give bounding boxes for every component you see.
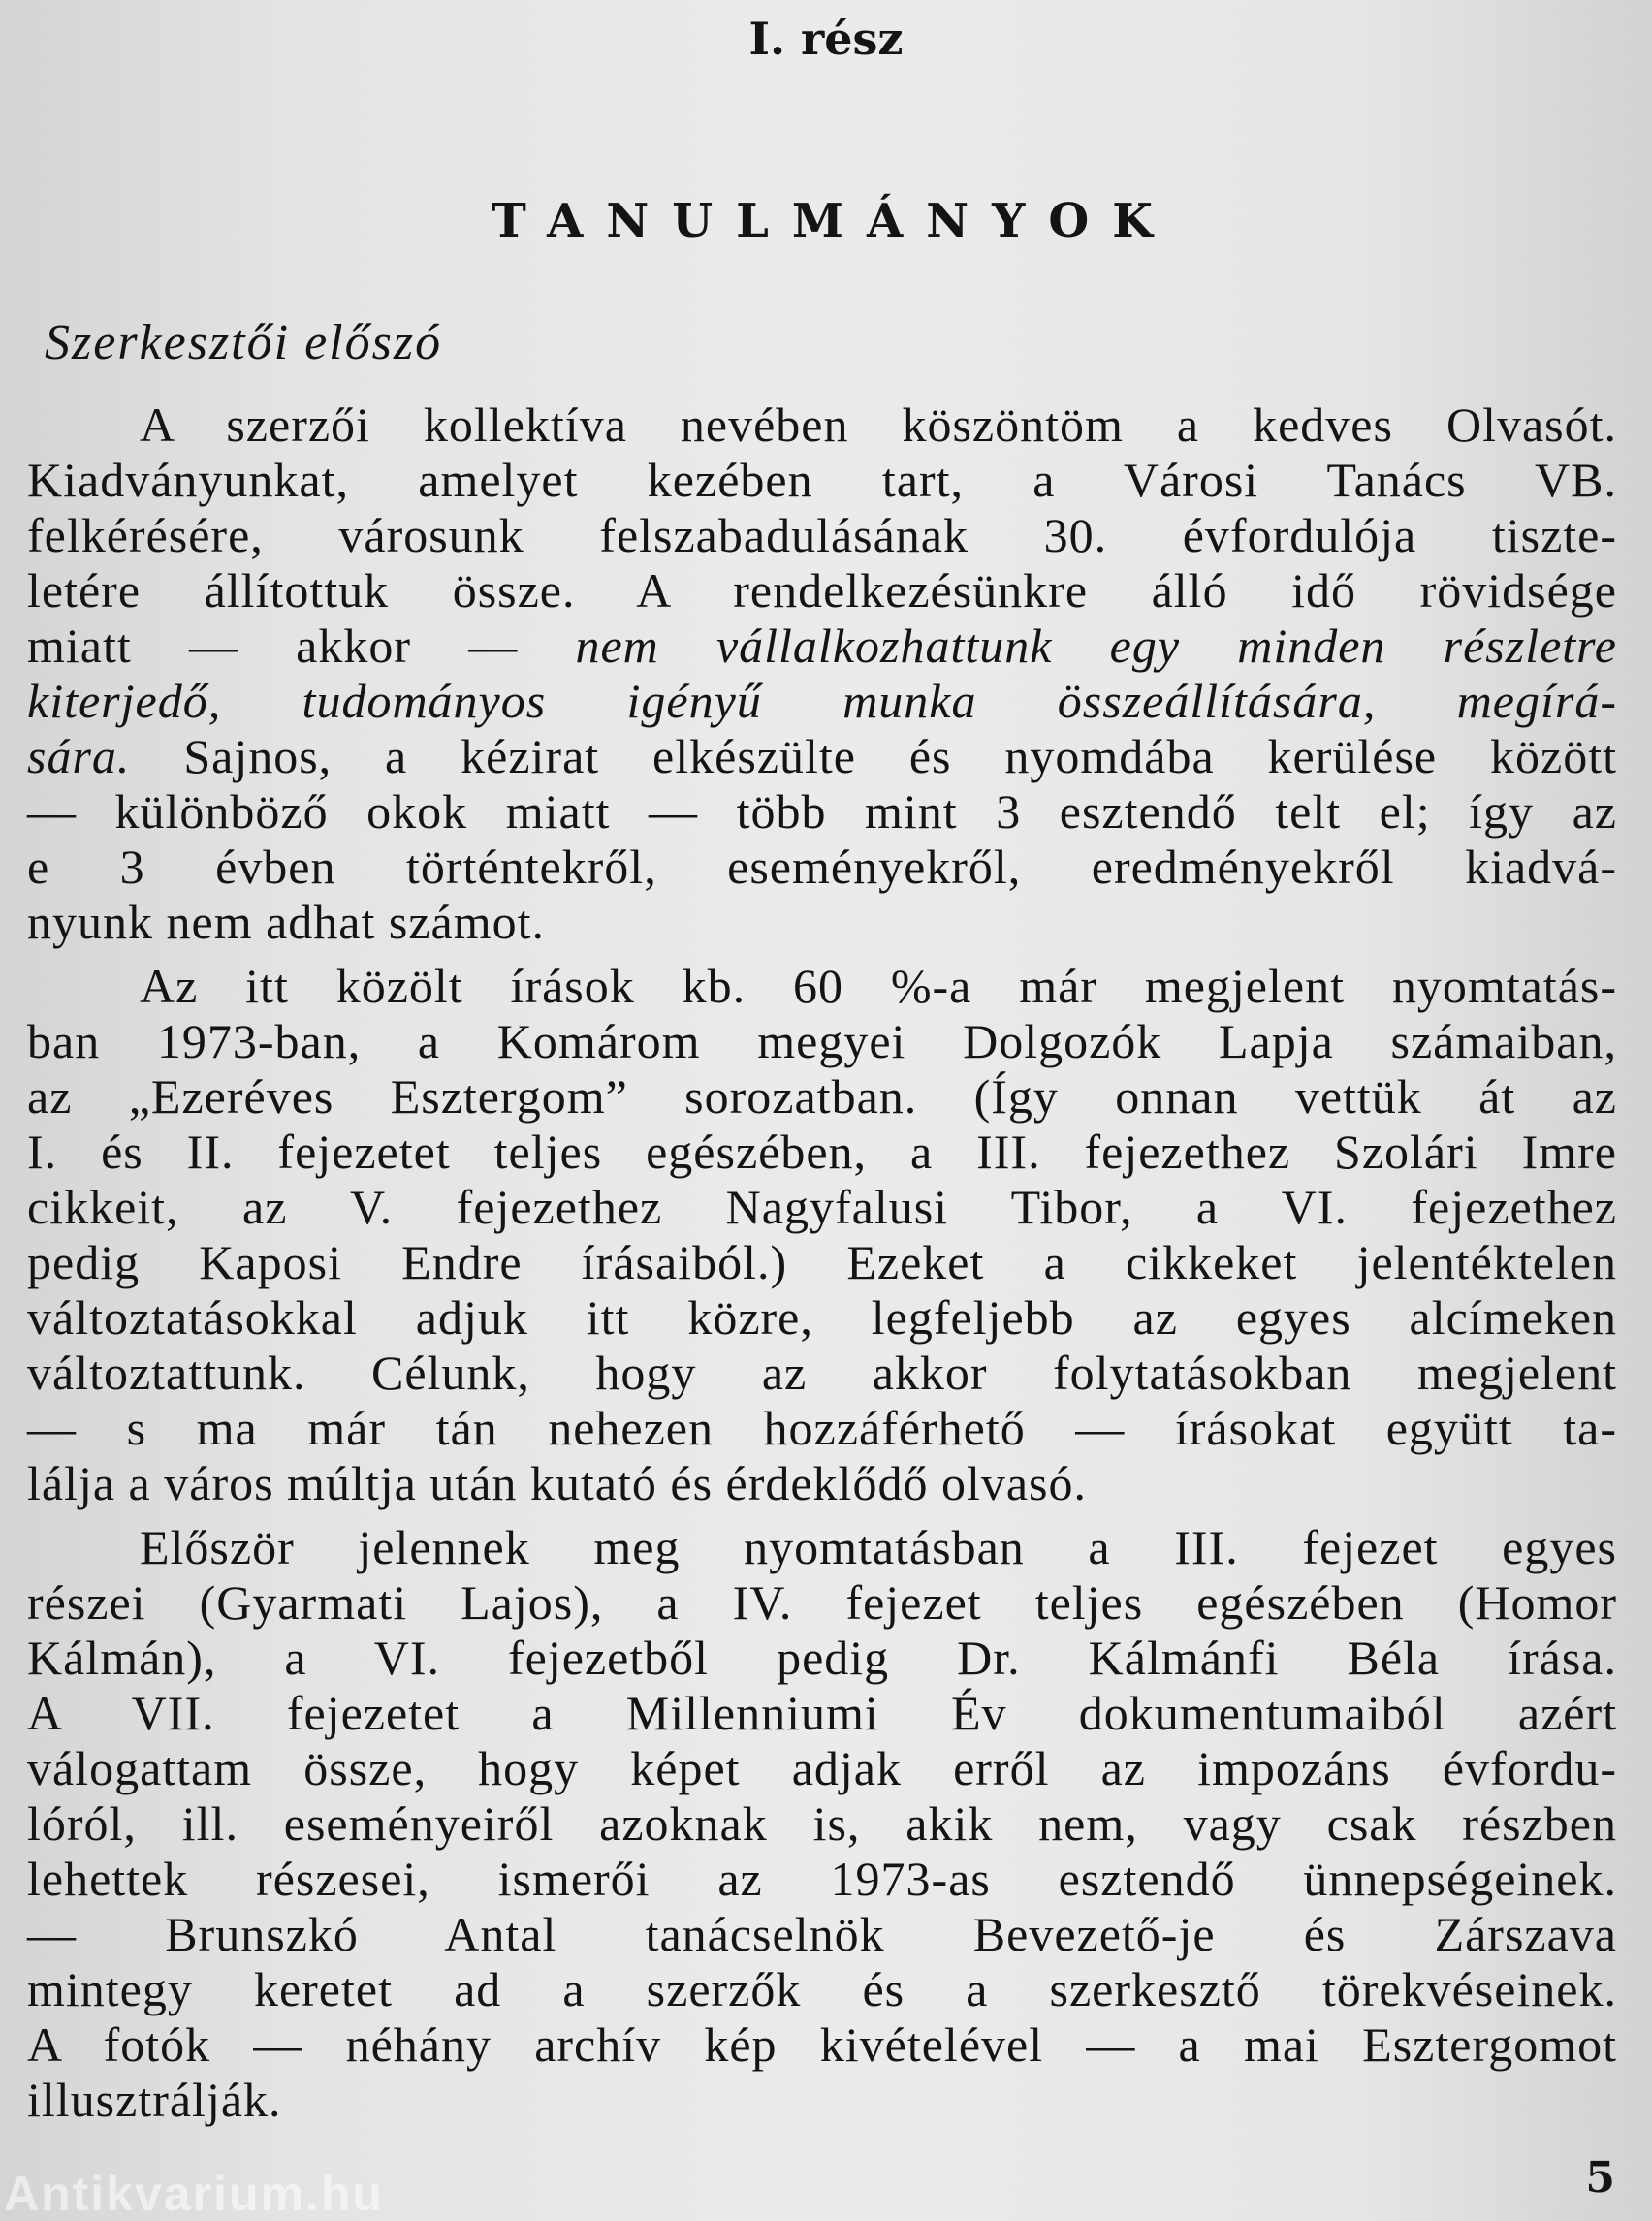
text-line — [27, 453, 1617, 508]
text-segment: nyunk nem adhat számot. — [27, 895, 545, 949]
text-line — [27, 1125, 1617, 1180]
text-segment: A fotók — néhány archív kép kivételével — a mai Esztergomot — [27, 2017, 1617, 2072]
paragraph-gap — [27, 1511, 1617, 1520]
text-line — [27, 1014, 1617, 1069]
text-segment: válogattam össze, hogy képet adjak erről az impozáns évfordu- — [27, 1741, 1617, 1795]
text-line — [27, 895, 1617, 950]
text-segment: — különböző okok miatt — több mint 3 esztendő telt el; így az — [27, 784, 1617, 839]
text-segment: változtatásokkal adjuk itt közre, legfeljebb az egyes alcímeken — [27, 1290, 1617, 1345]
text-segment: — s ma már tán nehezen hozzáférhető — írásokat együtt ta- — [27, 1401, 1617, 1455]
text-segment: változtattunk. Célunk, hogy az akkor folytatásokban megjelent — [27, 1346, 1617, 1400]
text-segment: Sajnos, a kézirat elkészülte és nyomdába kerülése között — [130, 729, 1617, 783]
paragraph — [27, 959, 1617, 1511]
text-line — [27, 1575, 1617, 1631]
text-segment: — Brunszkó Antal tanácselnök Bevezető-je és Zárszava — [27, 1907, 1617, 1961]
italic-text: kiterjedő, tudományos igényű munka összeállítására, megírá- — [27, 674, 1617, 728]
text-segment: e 3 évben történtekről, eseményekről, eredményekről kiadvá- — [27, 840, 1617, 894]
text-segment: lehettek részesei, ismerői az 1973-as esztendő ünnepségeinek. — [27, 1852, 1617, 1906]
text-segment: Először jelennek meg nyomtatásban a III. fejezet egyes — [140, 1520, 1617, 1574]
text-line — [27, 1456, 1617, 1511]
text-line — [27, 1180, 1617, 1235]
text-line — [27, 1907, 1617, 1962]
text-segment: lálja a város múltja után kutató és érdeklődő olvasó. — [27, 1456, 1087, 1510]
text-segment: A VII. fejezetet a Millenniumi Év dokumentumaiból azért — [27, 1686, 1617, 1740]
paragraph — [27, 1520, 1617, 2128]
part-title: I. rész — [748, 13, 904, 65]
text-line — [27, 1401, 1617, 1456]
text-line — [27, 2073, 1617, 2128]
text-line — [27, 840, 1617, 895]
text-segment: ban 1973-ban, a Komárom megyei Dolgozók Lapja számaiban, — [27, 1014, 1617, 1068]
subtitle: Szerkesztői előszó — [45, 315, 443, 370]
text-segment: részei (Gyarmati Lajos), a IV. fejezet teljes egészében (Homor — [27, 1575, 1617, 1630]
text-segment: letére állítottuk össze. A rendelkezésünkre álló idő rövidsége — [27, 563, 1617, 618]
text-segment: A szerzői kollektíva nevében köszöntöm a kedves Olvasót. — [140, 397, 1617, 452]
text-line — [27, 2017, 1617, 2073]
text-line — [27, 397, 1617, 453]
text-line — [27, 1290, 1617, 1346]
text-line — [27, 1346, 1617, 1401]
text-segment: Kálmán), a VI. fejezetből pedig Dr. Kálmánfi Béla írása. — [27, 1631, 1617, 1685]
body-text — [27, 397, 1617, 2128]
text-line — [27, 508, 1617, 563]
text-line — [27, 563, 1617, 619]
paragraph-gap — [27, 950, 1617, 959]
text-line — [27, 729, 1617, 784]
text-line — [27, 1852, 1617, 1907]
text-segment: Kiadványunkat, amelyet kezében tart, a Városi Tanács VB. — [27, 453, 1617, 507]
text-line — [27, 1631, 1617, 1686]
text-segment: az „Ezeréves Esztergom” sorozatban. (Így onnan vettük át az — [27, 1069, 1617, 1124]
text-line — [27, 1069, 1617, 1125]
watermark: Antikvarium.hu — [4, 2167, 384, 2221]
text-line — [27, 674, 1617, 729]
text-line — [27, 1686, 1617, 1741]
text-line — [27, 1962, 1617, 2017]
page-number: 5 — [1585, 2153, 1615, 2203]
text-line — [27, 1796, 1617, 1852]
text-line — [27, 1235, 1617, 1290]
italic-text: nem vállalkozhattunk egy minden részletre — [575, 619, 1617, 673]
text-segment: Az itt közölt írások kb. 60 %-a már megjelent nyomtatás- — [140, 959, 1617, 1013]
section-title: TANULMÁNYOK — [492, 194, 1176, 248]
text-segment: felkérésére, városunk felszabadulásának 30. évfordulója tiszte- — [27, 508, 1617, 562]
text-segment: mintegy keretet ad a szerzők és a szerkesztő törekvéseinek. — [27, 1962, 1617, 2016]
text-line — [27, 1520, 1617, 1575]
text-segment: illusztrálják. — [27, 2073, 282, 2127]
italic-text: sára. — [27, 729, 131, 783]
text-line — [27, 784, 1617, 840]
text-segment: cikkeit, az V. fejezethez Nagyfalusi Tibor, a VI. fejezethez — [27, 1180, 1617, 1234]
text-segment: I. és II. fejezetet teljes egészében, a III. fejezethez Szolári Imre — [27, 1125, 1617, 1179]
text-segment: pedig Kaposi Endre írásaiból.) Ezeket a cikkeket jelentéktelen — [27, 1235, 1617, 1289]
paragraph — [27, 397, 1617, 950]
text-segment: miatt — akkor — — [27, 619, 576, 673]
text-line — [27, 1741, 1617, 1796]
text-segment: lóról, ill. eseményeiről azoknak is, akik nem, vagy csak részben — [27, 1796, 1617, 1851]
text-line — [27, 959, 1617, 1014]
text-line — [27, 619, 1617, 674]
